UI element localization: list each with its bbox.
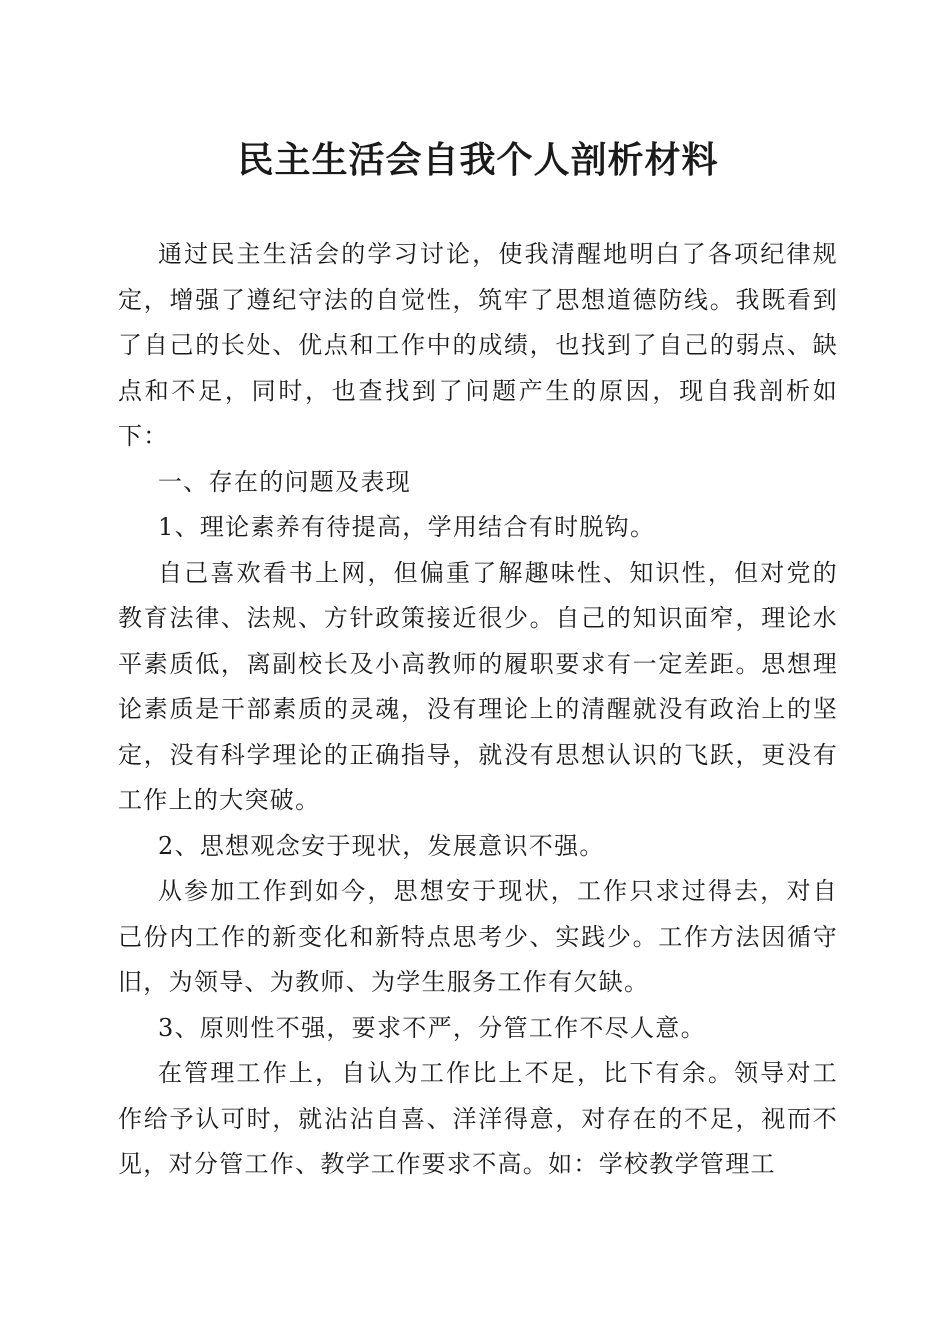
document-body xyxy=(118,232,838,1188)
item-3-body: 在管理工作上，自认为工作比上不足，比下有余。领导对工作给予认可时，就沾沾自喜、洋洋得意，对存在的不足，视而不见，对分管工作、教学工作要求不高。如：学校教学管理工 xyxy=(118,1059,838,1178)
item-3-title: 3、原则性不强，要求不严，分管工作不尽人意。 xyxy=(158,1013,706,1042)
item-2-title: 2、思想观念安于现状，发展意识不强。 xyxy=(158,831,605,860)
document-page xyxy=(118,0,838,1344)
section-heading-problems: 一、存在的问题及表现 xyxy=(158,467,411,496)
item-1-body: 自己喜欢看书上网，但偏重了解趣味性、知识性，但对党的教育法律、法规、方针政策接近很少。自己的知识面窄，理论水平素质低，离副校长及小高教师的履职要求有一定差距。思想理论素质是干部素质的灵魂，没有理论上的清醒就没有政治上的坚定，没有科学理论的正确指导，就没有思想认识的飞跃，更没有工作上的大突破。 xyxy=(118,558,838,814)
item-2-body: 从参加工作到如今，思想安于现状，工作只求过得去，对自己份内工作的新变化和新特点思考少、实践少。工作方法因循守旧，为领导、为教师、为学生服务工作有欠缺。 xyxy=(118,877,838,996)
intro-paragraph: 通过民主生活会的学习讨论，使我清醒地明白了各项纪律规定，增强了遵纪守法的自觉性，筑牢了思想道德防线。我既看到了自己的长处、优点和工作中的成绩，也找到了自己的弱点、缺点和不足，同时，也查找到了问题产生的原因，现自我剖析如下： xyxy=(118,240,838,450)
document-title: 民主生活会自我个人剖析材料 xyxy=(237,139,719,181)
item-1-title: 1、理论素养有待提高，学用结合有时脱钩。 xyxy=(158,513,656,541)
